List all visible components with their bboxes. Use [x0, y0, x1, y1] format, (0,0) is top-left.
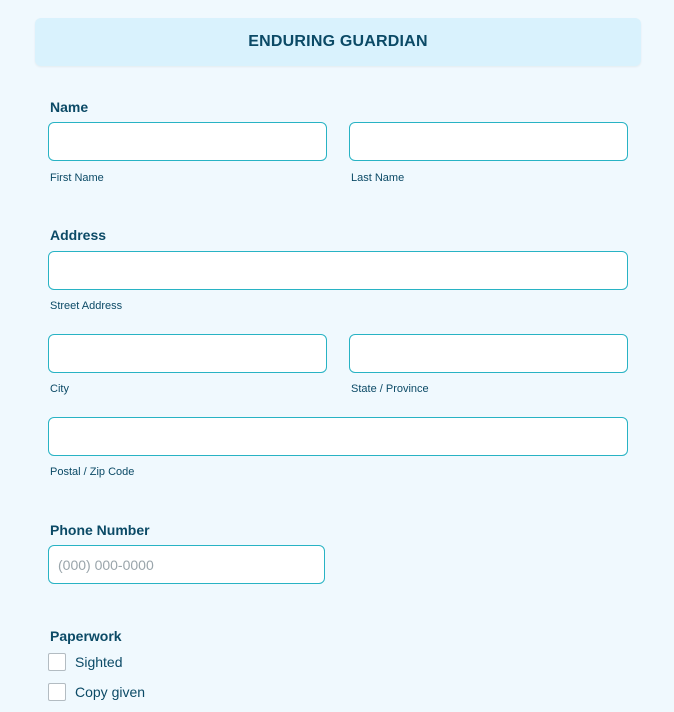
first-name-sublabel: First Name — [50, 172, 104, 184]
city-input[interactable] — [48, 334, 327, 373]
paperwork-label: Paperwork — [50, 628, 122, 644]
city-sublabel: City — [50, 383, 69, 395]
state-province-input[interactable] — [349, 334, 628, 373]
first-name-input[interactable] — [48, 122, 327, 161]
copy-given-checkbox[interactable] — [48, 683, 66, 701]
phone-number-label: Phone Number — [50, 522, 150, 538]
postal-code-sublabel: Postal / Zip Code — [50, 466, 135, 478]
phone-number-input[interactable] — [48, 545, 325, 584]
copy-given-label[interactable]: Copy given — [75, 684, 146, 700]
street-address-sublabel: Street Address — [50, 300, 123, 312]
checkbox-option-sighted[interactable] — [48, 653, 122, 671]
last-name-sublabel: Last Name — [351, 172, 405, 184]
sighted-checkbox[interactable] — [48, 653, 66, 671]
name-label: Name — [50, 99, 89, 115]
sighted-label[interactable]: Sighted — [75, 654, 123, 670]
address-label: Address — [50, 227, 107, 243]
postal-code-input[interactable] — [48, 417, 628, 456]
last-name-input[interactable] — [349, 122, 628, 161]
checkbox-option-copy-given[interactable] — [48, 683, 145, 701]
street-address-input[interactable] — [48, 251, 628, 290]
state-province-sublabel: State / Province — [351, 383, 429, 395]
form-header — [35, 18, 641, 66]
form-title: ENDURING GUARDIAN — [248, 33, 428, 50]
